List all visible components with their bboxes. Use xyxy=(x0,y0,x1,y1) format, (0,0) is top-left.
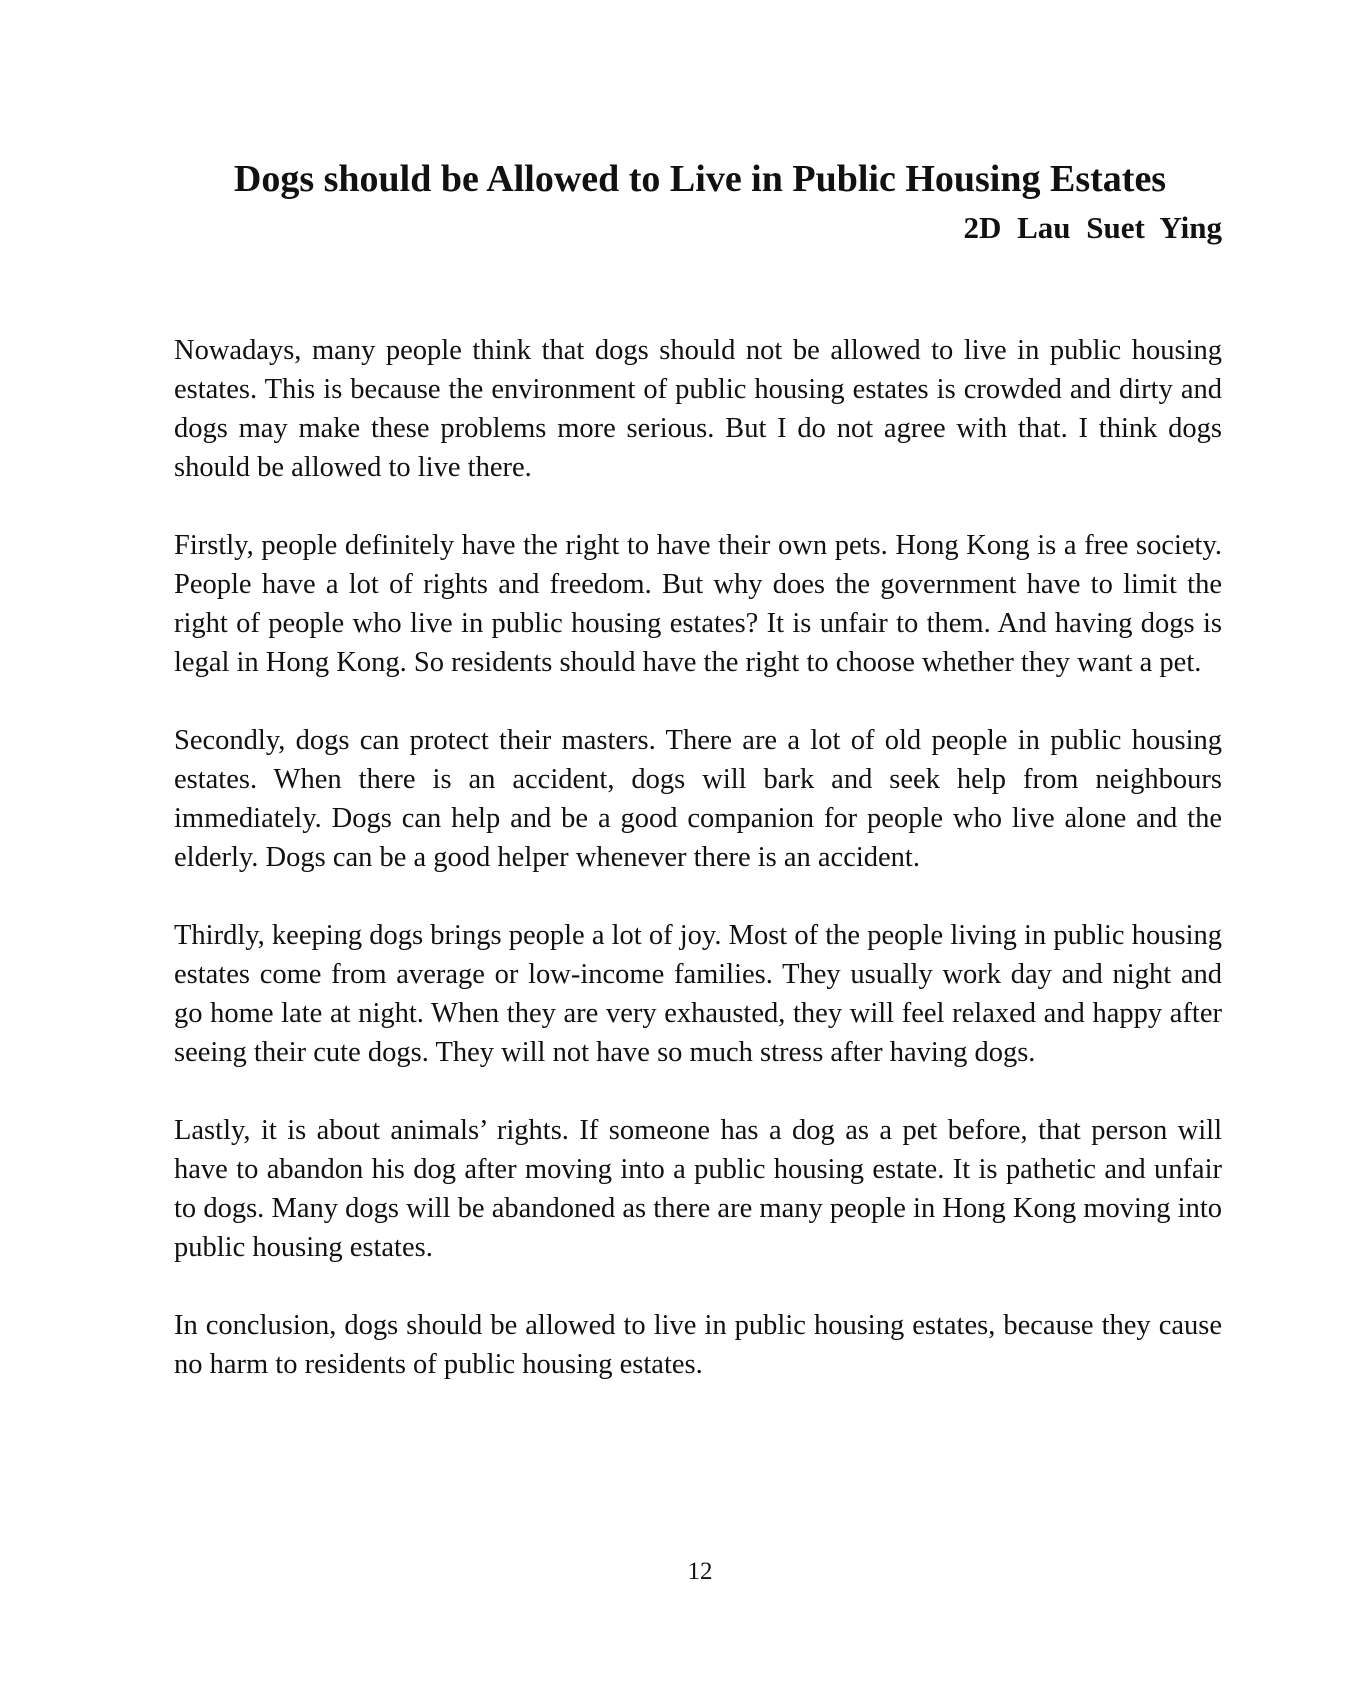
paragraph-introduction: Nowadays, many people think that dogs should not be allowed to live in public housing estates. This is because the environment of public housing estates is crowded and dirty and dogs may make these problems more serious. But I do not agree with that. I think dogs should be allowed to live there. xyxy=(174,335,1222,483)
paragraph-firstly: Firstly, people definitely have the right to have their own pets. Hong Kong is a free society. People have a lot of rights and freedom. But why does the government have to limit the right of people who live in public housing estates? It is unfair to them. And having dogs is legal in Hong Kong. So residents should have the right to choose whether they want a pet. xyxy=(174,530,1222,678)
paragraph-secondly: Secondly, dogs can protect their masters. There are a lot of old people in public housing estates. When there is an accident, dogs will bark and seek help from neighbours immediately. Dogs can help and be a good companion for people who live alone and the elderly. Dogs can be a good helper whenever there is an accident. xyxy=(174,725,1222,873)
essay-body xyxy=(174,331,1222,1423)
author-line: 2D Lau Suet Ying xyxy=(963,210,1222,245)
paragraph-conclusion: In conclusion, dogs should be allowed to live in public housing estates, because they cause no harm to residents of public housing estates. xyxy=(174,1310,1222,1380)
paragraph-lastly: Lastly, it is about animals’ rights. If someone has a dog as a pet before, that person will have to abandon his dog after moving into a public housing estate. It is pathetic and unfair to dogs. Many dogs will be abandoned as there are many people in Hong Kong moving into public housing estates. xyxy=(174,1115,1222,1263)
essay-title: Dogs should be Allowed to Live in Public Housing Estates xyxy=(233,158,1167,200)
paragraph-thirdly: Thirdly, keeping dogs brings people a lot of joy. Most of the people living in public housing estates come from average or low-income families. They usually work day and night and go home late at night. When they are very exhausted, they will feel relaxed and happy after seeing their cute dogs. They will not have so much stress after having dogs. xyxy=(174,920,1222,1068)
page-number: 12 xyxy=(687,1558,713,1585)
